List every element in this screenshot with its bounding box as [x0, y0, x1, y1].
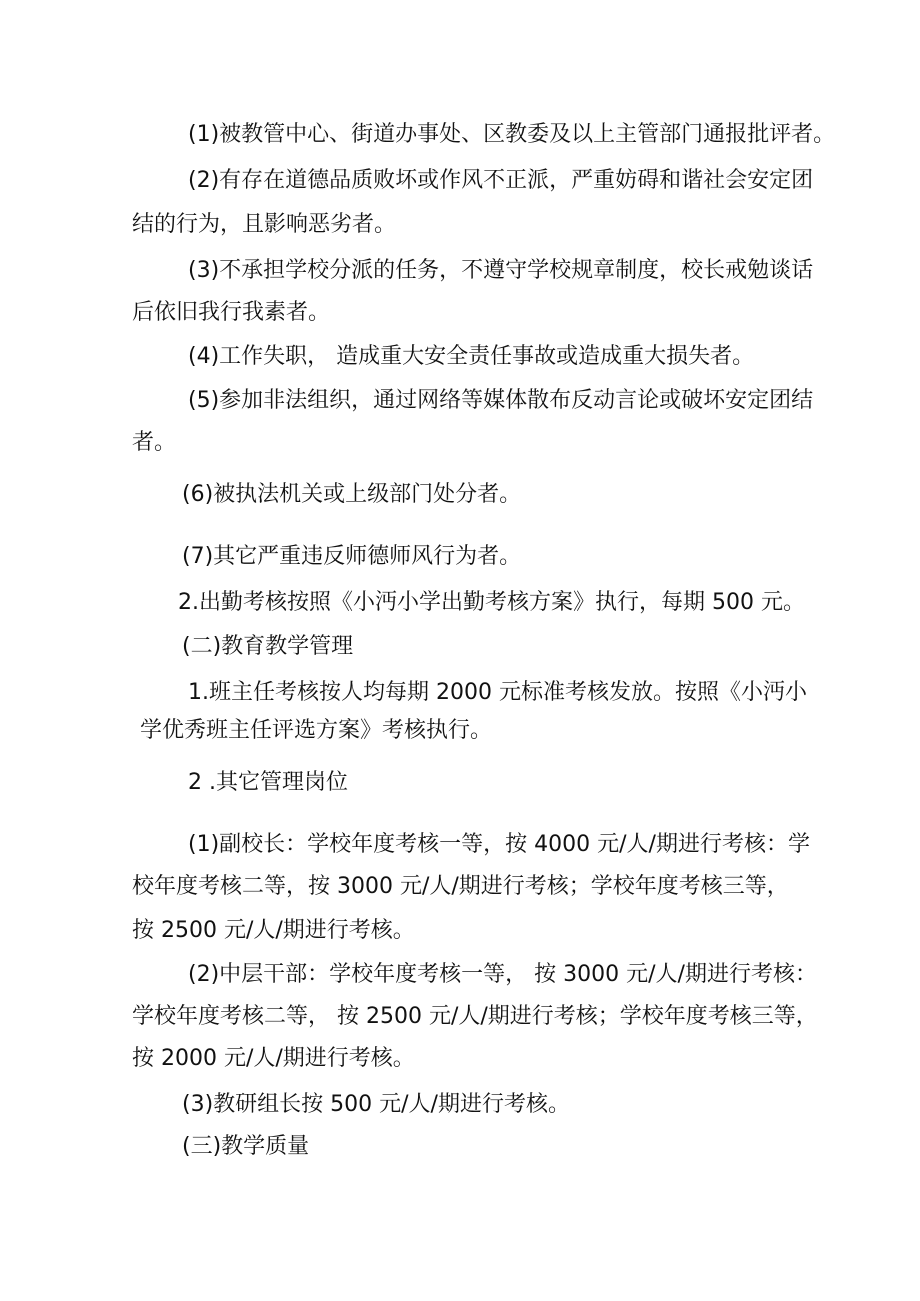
text-line: 结的行为，且影响恶劣者。 [132, 212, 397, 237]
text-line: 2 .其它管理岗位 [188, 770, 348, 795]
text-line: 按 2000 元/人/期进行考核。 [132, 1046, 415, 1071]
text-line: 校年度考核二等，按 3000 元/人/期进行考核；学校年度考核三等， [132, 874, 789, 899]
text-line: (3)教研组长按 500 元/人/期进行考核。 [182, 1092, 570, 1117]
text-line: (6)被执法机关或上级部门处分者。 [182, 482, 522, 507]
text-line: 学优秀班主任评选方案》考核执行。 [140, 718, 493, 743]
text-line: 1.班主任考核按人均每期 2000 元标准考核发放。按照《小沔小 [188, 680, 807, 705]
text-line: (2)中层干部：学校年度考核一等， 按 3000 元/人/期进行考核： [188, 962, 817, 987]
text-line: 按 2500 元/人/期进行考核。 [132, 918, 415, 943]
text-line: (4)工作失职， 造成重大安全责任事故或造成重大损失者。 [188, 344, 755, 369]
text-line: 学校年度考核二等， 按 2500 元/人/期进行考核；学校年度考核三等， [132, 1004, 818, 1029]
text-line: (1)被教管中心、街道办事处、区教委及以上主管部门通报批评者。 [188, 122, 836, 147]
text-line: 者。 [132, 430, 177, 455]
text-line: (2)有存在道德品质败坏或作风不正派，严重妨碍和谐社会安定团 [188, 168, 814, 193]
text-line: (1)副校长：学校年度考核一等，按 4000 元/人/期进行考核：学 [188, 832, 810, 857]
text-line: (7)其它严重违反师德师风行为者。 [182, 544, 522, 569]
text-line: 后依旧我行我素者。 [132, 300, 331, 325]
text-line: 2.出勤考核按照《小沔小学出勤考核方案》执行，每期 500 元。 [178, 590, 805, 615]
section-heading: (三)教学质量 [182, 1134, 310, 1159]
text-line: (3)不承担学校分派的任务，不遵守学校规章制度，校长戒勉谈话 [188, 258, 814, 283]
section-heading: (二)教育教学管理 [182, 634, 354, 659]
text-line: (5)参加非法组织，通过网络等媒体散布反动言论或破坏安定团结 [188, 388, 814, 413]
